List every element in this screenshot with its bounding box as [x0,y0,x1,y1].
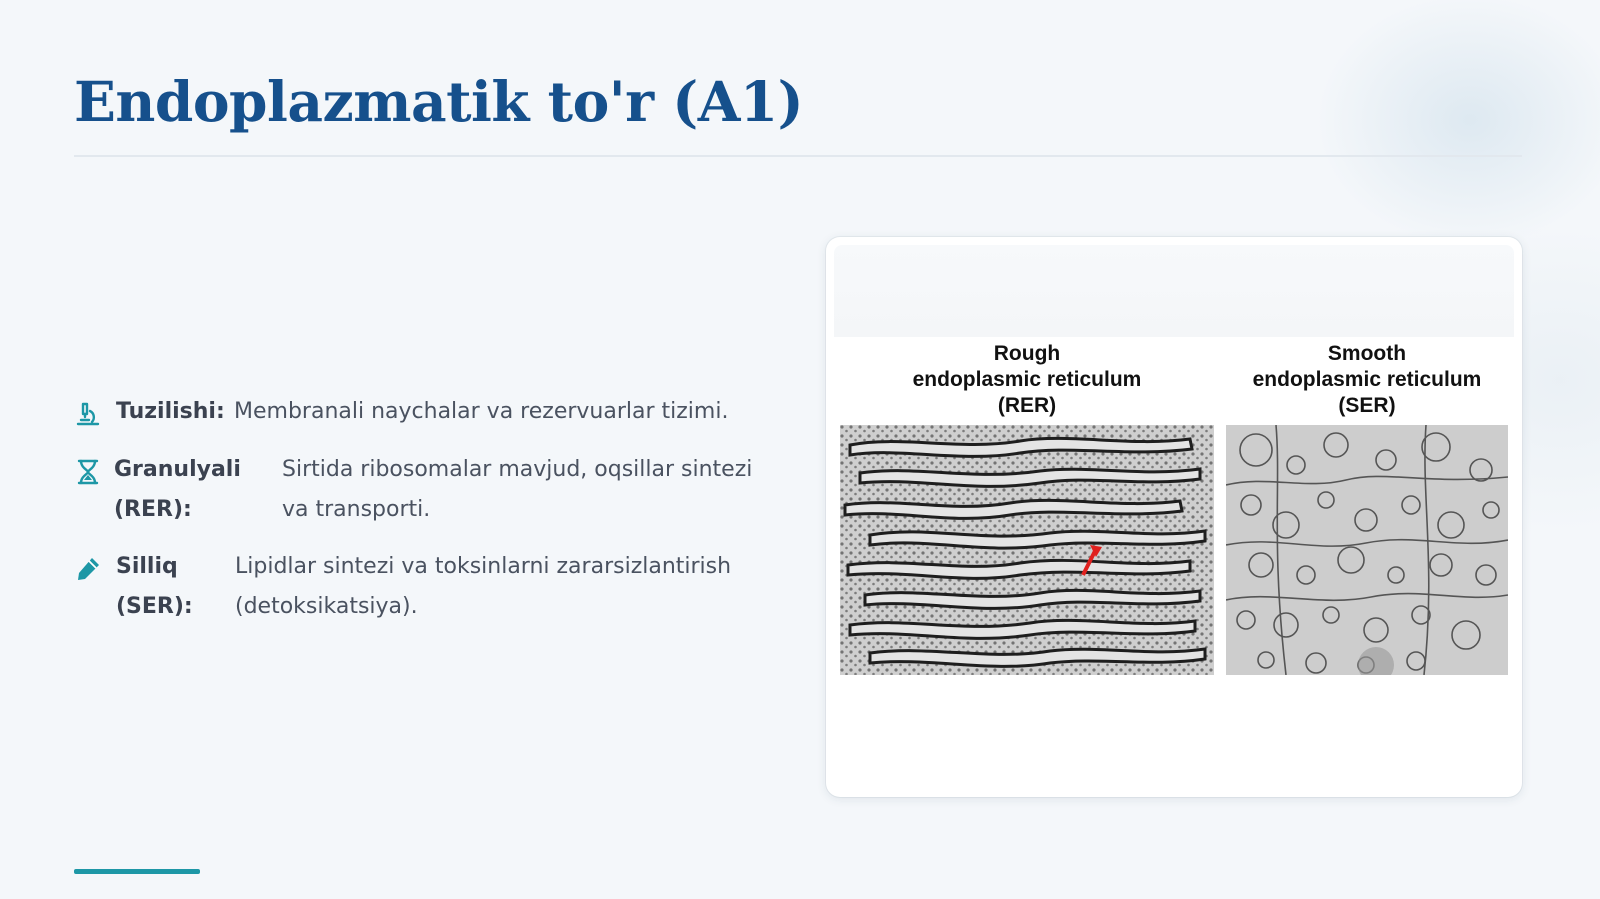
rer-caption: Rough endoplasmic reticulum (RER) [912,342,1142,417]
pen-icon [74,555,102,583]
card-header-band [834,245,1514,337]
ser-caption: Smooth endoplasmic reticulum (SER) [1252,342,1482,417]
microscope-icon [74,400,102,428]
hourglass-icon [74,458,102,486]
bullet-description: Membranali naychalar va rezervuarlar tizimi. [234,399,729,424]
ser-micrograph-image [1226,425,1508,675]
bullet-label: Silliq (SER): [116,554,193,619]
rer-micrograph-image [840,425,1214,675]
er-figure [834,337,1514,685]
title-divider [74,155,1522,157]
bullet-label: Tuzilishi: [116,399,225,424]
bullet-description: Lipidlar sintezi va toksinlarni zararsizlantirish (detoksikatsiya). [235,554,732,619]
bullet-label: Granulyali (RER): [114,457,241,522]
figure-card [826,237,1522,797]
bullet-description: Sirtida ribosomalar mavjud, oqsillar sintezi va transporti. [282,457,753,522]
accent-bar [74,869,200,874]
slide-title: Endoplazmatik to'r (A1) [74,69,804,134]
